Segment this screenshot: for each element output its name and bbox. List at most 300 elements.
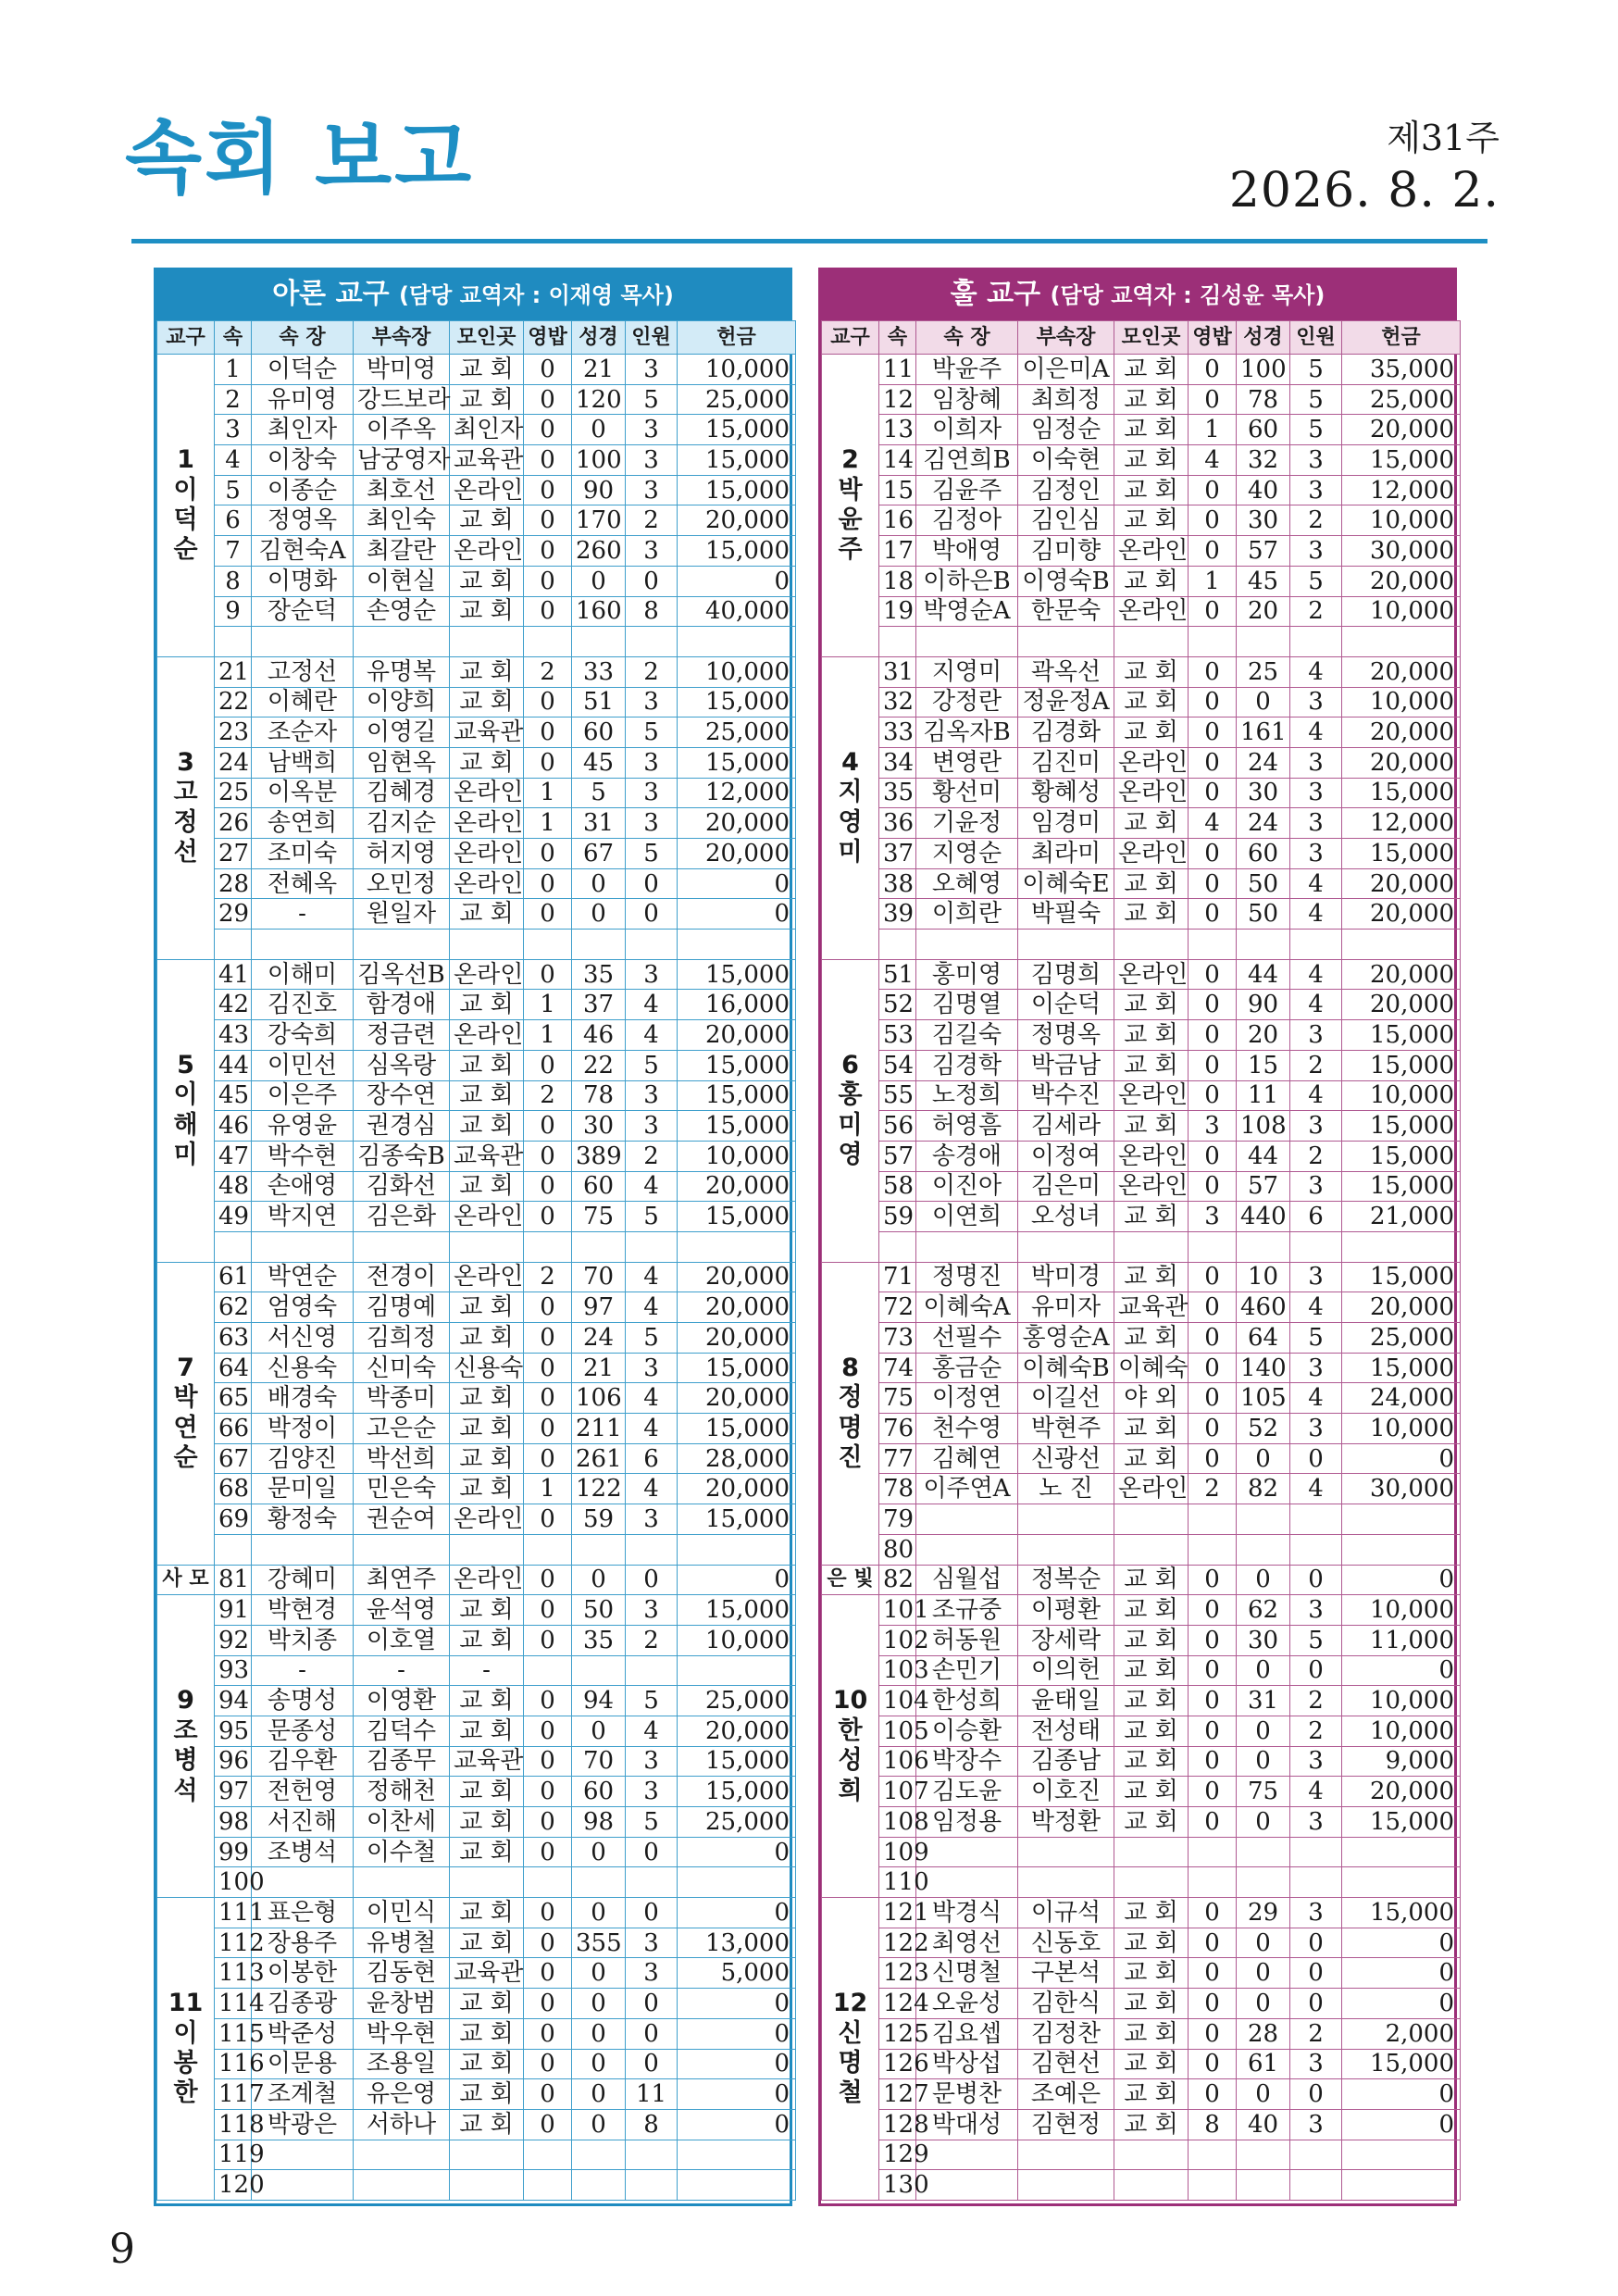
bible-count: 355 — [572, 1928, 626, 1958]
table-row — [157, 1655, 796, 1686]
spirit-meal-count — [1189, 1504, 1237, 1535]
district-group-char: 희 — [838, 1776, 863, 1805]
offering-amount: 10,000 — [1342, 1716, 1461, 1746]
meeting-place: 교 회 — [1114, 990, 1189, 1020]
offering-amount: 12,000 — [1342, 808, 1461, 839]
table-row — [822, 536, 1461, 567]
spirit-meal-count: 0 — [524, 475, 572, 505]
district-group-char: 3 — [177, 748, 194, 778]
spirit-meal-count: 0 — [1189, 1050, 1237, 1080]
spirit-meal-count: 2 — [524, 656, 572, 687]
spirit-meal-count: 0 — [524, 445, 572, 476]
bible-count: 31 — [572, 808, 626, 839]
cell-leader — [916, 1504, 1018, 1535]
district-group-char: 1 — [177, 445, 194, 475]
offering-amount: 25,000 — [678, 1807, 796, 1838]
cell-leader: 정명진 — [916, 1262, 1018, 1292]
cell-leader — [252, 1867, 354, 1898]
cell-leader: 박치종 — [252, 1625, 354, 1655]
attendance-count — [626, 2170, 678, 2201]
cell-leader: 김우환 — [252, 1746, 354, 1777]
spirit-meal-count: 1 — [524, 808, 572, 839]
table-row — [822, 1837, 1461, 1867]
cell-number: 28 — [215, 868, 252, 899]
cell-number: 124 — [879, 1989, 916, 2019]
table-header — [157, 321, 796, 355]
cell-leader: 박윤주 — [916, 355, 1018, 385]
cell-number: 77 — [879, 1443, 916, 1474]
offering-amount: 13,000 — [678, 1928, 796, 1958]
cell-number: 67 — [215, 1443, 252, 1474]
cell-number: 118 — [215, 2109, 252, 2140]
sub-leader: 김한식 — [1018, 1989, 1114, 2019]
offering-amount: 20,000 — [678, 1020, 796, 1051]
sub-leader — [354, 2170, 450, 2201]
sub-leader: 정복순 — [1018, 1565, 1114, 1595]
table-row — [157, 355, 796, 385]
district-group-label — [157, 656, 215, 959]
cell-number: 57 — [879, 1141, 916, 1171]
cell-number: 39 — [879, 899, 916, 930]
attendance-count: 3 — [1290, 1353, 1342, 1383]
meeting-place: 교 회 — [450, 899, 524, 930]
cell-leader: 박연순 — [252, 1262, 354, 1292]
cell-leader — [916, 627, 1018, 657]
cell-number: 38 — [879, 868, 916, 899]
bible-count: 0 — [1237, 1443, 1290, 1474]
offering-amount: 0 — [678, 2049, 796, 2079]
table-row — [822, 1141, 1461, 1171]
attendance-count: 3 — [1290, 1898, 1342, 1928]
cell-number: 64 — [215, 1353, 252, 1383]
spirit-meal-count: 0 — [524, 1625, 572, 1655]
attendance-count: 3 — [1290, 1262, 1342, 1292]
meeting-place: 교 회 — [450, 687, 524, 718]
table-row — [157, 1716, 796, 1746]
bible-count: 0 — [572, 1565, 626, 1595]
week-label: 제31주 — [1387, 118, 1500, 158]
table-row — [822, 1020, 1461, 1051]
sub-leader: 임정순 — [1018, 415, 1114, 445]
meeting-place: 교 회 — [450, 1443, 524, 1474]
cell-number: 25 — [215, 778, 252, 808]
cell-number: 107 — [879, 1777, 916, 1807]
bible-count: 15 — [1237, 1050, 1290, 1080]
cell-number: 26 — [215, 808, 252, 839]
cell-number: 63 — [215, 1323, 252, 1354]
sub-leader: 조용일 — [354, 2049, 450, 2079]
cell-leader: 홍금순 — [916, 1353, 1018, 1383]
table-row — [822, 959, 1461, 990]
cell-number: 101 — [879, 1595, 916, 1626]
district-group-char: 6 — [841, 1050, 859, 1079]
sub-leader: 최라미 — [1018, 839, 1114, 869]
sub-leader: 박우현 — [354, 2018, 450, 2049]
meeting-place: 교 회 — [450, 505, 524, 536]
cell-leader: 유미영 — [252, 384, 354, 415]
district-group-char: 미 — [173, 1141, 198, 1170]
meeting-place — [450, 2140, 524, 2170]
sub-leader — [1018, 1837, 1114, 1867]
cell-leader: 표은형 — [252, 1898, 354, 1928]
col-attendance: 인원 — [1290, 321, 1342, 355]
spirit-meal-count: 0 — [524, 536, 572, 567]
table-row — [822, 1202, 1461, 1232]
cell-leader: 허영흠 — [916, 1111, 1018, 1142]
cell-leader: 신용숙 — [252, 1353, 354, 1383]
offering-amount: 15,000 — [678, 415, 796, 445]
meeting-place: 교 회 — [1114, 1414, 1189, 1444]
spirit-meal-count: 1 — [524, 990, 572, 1020]
table-row — [822, 1414, 1461, 1444]
cell-number: 109 — [879, 1837, 916, 1867]
attendance-count: 0 — [1290, 1443, 1342, 1474]
col-bible: 성경 — [572, 321, 626, 355]
meeting-place: 교육관 — [450, 718, 524, 748]
meeting-place: 온라인 — [450, 1565, 524, 1595]
bible-count: 60 — [1237, 839, 1290, 869]
sub-leader: 최인숙 — [354, 505, 450, 536]
bible-count: 75 — [1237, 1777, 1290, 1807]
table-row — [822, 1262, 1461, 1292]
offering-amount: 10,000 — [678, 656, 796, 687]
cell-leader: 문미일 — [252, 1474, 354, 1504]
offering-amount: 15,000 — [678, 687, 796, 718]
attendance-count: 2 — [1290, 1141, 1342, 1171]
spirit-meal-count — [1189, 627, 1237, 657]
cell-leader: 오혜영 — [916, 868, 1018, 899]
sub-leader: 권경심 — [354, 1111, 450, 1142]
meeting-place: 교 회 — [1114, 1262, 1189, 1292]
meeting-place: 교 회 — [1114, 2109, 1189, 2140]
meeting-place: 교 회 — [1114, 445, 1189, 476]
spirit-meal-count — [524, 930, 572, 960]
table-row — [157, 868, 796, 899]
bible-count: 11 — [1237, 1080, 1290, 1111]
sub-leader: 노 진 — [1018, 1474, 1114, 1504]
cell-leader — [916, 1867, 1018, 1898]
bible-count: 90 — [572, 475, 626, 505]
sub-leader: 박미영 — [354, 355, 450, 385]
bible-count: 0 — [572, 1989, 626, 2019]
bible-count — [572, 1534, 626, 1565]
attendance-count: 3 — [1290, 1595, 1342, 1626]
sub-leader: 곽옥선 — [1018, 656, 1114, 687]
cell-number: 15 — [879, 475, 916, 505]
cell-number: 79 — [879, 1504, 916, 1535]
attendance-count: 3 — [1290, 839, 1342, 869]
cell-leader: 박현경 — [252, 1595, 354, 1626]
cell-leader — [252, 1231, 354, 1262]
offering-amount: 15,000 — [1342, 1050, 1461, 1080]
spirit-meal-count: 1 — [1189, 415, 1237, 445]
attendance-count: 4 — [626, 1383, 678, 1414]
district-group-char: 이 — [173, 1080, 198, 1110]
sub-leader: 이호열 — [354, 1625, 450, 1655]
cell-number: 58 — [879, 1171, 916, 1202]
spirit-meal-count: 0 — [1189, 990, 1237, 1020]
attendance-count: 3 — [1290, 808, 1342, 839]
district-group-label — [822, 959, 879, 1262]
bible-count: 160 — [572, 596, 626, 627]
cell-number: 130 — [879, 2170, 916, 2201]
spirit-meal-count: 0 — [524, 1414, 572, 1444]
offering-amount — [1342, 1534, 1461, 1565]
sub-leader: 김혜경 — [354, 778, 450, 808]
spirit-meal-count: 0 — [524, 1716, 572, 1746]
meeting-place: 온라인 — [450, 808, 524, 839]
sub-leader: 이찬세 — [354, 1807, 450, 1838]
cell-number: 128 — [879, 2109, 916, 2140]
table-row — [157, 384, 796, 415]
sub-leader: 이양희 — [354, 687, 450, 718]
table-row — [157, 1989, 796, 2019]
offering-amount: 30,000 — [1342, 1474, 1461, 1504]
attendance-count — [1290, 930, 1342, 960]
sub-leader: 이숙현 — [1018, 445, 1114, 476]
meeting-place: 교 회 — [1114, 415, 1189, 445]
bible-count: 0 — [1237, 1655, 1290, 1686]
district-group-char: 철 — [838, 2078, 863, 2108]
offering-amount: 0 — [1342, 1655, 1461, 1686]
attendance-count: 3 — [1290, 1111, 1342, 1142]
sub-leader: 이현실 — [354, 566, 450, 596]
attendance-count: 3 — [626, 808, 678, 839]
sub-leader: 한문숙 — [1018, 596, 1114, 627]
bible-count: 50 — [1237, 899, 1290, 930]
offering-amount: 0 — [678, 899, 796, 930]
bible-count: 40 — [1237, 2109, 1290, 2140]
attendance-count: 3 — [626, 415, 678, 445]
bible-count: 108 — [1237, 1111, 1290, 1142]
spirit-meal-count: 0 — [524, 505, 572, 536]
offering-amount: 15,000 — [678, 1111, 796, 1142]
spirit-meal-count — [524, 2170, 572, 2201]
offering-amount: 20,000 — [678, 1292, 796, 1323]
offering-amount: 10,000 — [1342, 1080, 1461, 1111]
bible-count: 30 — [572, 1111, 626, 1142]
bible-count: 211 — [572, 1414, 626, 1444]
spirit-meal-count: 0 — [1189, 1716, 1237, 1746]
offering-amount: 15,000 — [678, 1353, 796, 1383]
offering-amount: 0 — [1342, 1928, 1461, 1958]
sub-leader: 박정환 — [1018, 1807, 1114, 1838]
meeting-place: 최인자 — [450, 415, 524, 445]
attendance-count: 0 — [626, 2018, 678, 2049]
meeting-place — [450, 2170, 524, 2201]
cell-leader: 이해미 — [252, 959, 354, 990]
sub-leader: 김옥선B — [354, 959, 450, 990]
table-row — [157, 1958, 796, 1989]
meeting-place: 온라인 — [450, 1504, 524, 1535]
sub-leader: 원일자 — [354, 899, 450, 930]
sub-leader: 윤태일 — [1018, 1686, 1114, 1716]
special-group-label: 은 빛 — [822, 1565, 879, 1595]
meeting-place: 온라인 — [1114, 959, 1189, 990]
meeting-place: 교 회 — [450, 566, 524, 596]
attendance-count: 4 — [1290, 868, 1342, 899]
attendance-count: 4 — [1290, 899, 1342, 930]
cell-leader: 배경숙 — [252, 1383, 354, 1414]
cell-number: 5 — [215, 475, 252, 505]
cell-leader: 박장수 — [916, 1746, 1018, 1777]
district-group-char: 봉 — [173, 2049, 198, 2078]
meeting-place: 온라인 — [450, 778, 524, 808]
sub-leader — [354, 1231, 450, 1262]
spirit-meal-count: 0 — [1189, 899, 1237, 930]
offering-amount: 15,000 — [678, 536, 796, 567]
table-row — [822, 868, 1461, 899]
table-row — [822, 2079, 1461, 2110]
district-group-char: 홍 — [838, 1080, 863, 1110]
sub-leader: 이평환 — [1018, 1595, 1114, 1626]
spirit-meal-count: 0 — [1189, 747, 1237, 778]
special-group-label: 사 모 — [157, 1565, 215, 1595]
spirit-meal-count: 0 — [1189, 1020, 1237, 1051]
offering-amount: 20,000 — [1342, 747, 1461, 778]
table-row — [157, 475, 796, 505]
attendance-count: 4 — [626, 1171, 678, 1202]
meeting-place: 교육관 — [450, 445, 524, 476]
col-leader: 속 장 — [916, 321, 1018, 355]
district-group-char: 12 — [832, 1989, 868, 2018]
table-row — [822, 1807, 1461, 1838]
offering-amount: 0 — [1342, 1989, 1461, 2019]
offering-amount: 0 — [1342, 2079, 1461, 2110]
meeting-place: 온라인 — [450, 1202, 524, 1232]
offering-amount: 15,000 — [1342, 2049, 1461, 2079]
bible-count: 30 — [1237, 778, 1290, 808]
spirit-meal-count: 0 — [1189, 1928, 1237, 1958]
spirit-meal-count: 0 — [524, 1595, 572, 1626]
spirit-meal-count: 0 — [524, 718, 572, 748]
cell-number: 112 — [215, 1928, 252, 1958]
spirit-meal-count: 2 — [524, 1262, 572, 1292]
spirit-meal-count: 0 — [524, 1989, 572, 2019]
sub-leader: 오성녀 — [1018, 1202, 1114, 1232]
table-row — [822, 1777, 1461, 1807]
cell-leader: 선필수 — [916, 1323, 1018, 1354]
cell-number: 54 — [879, 1050, 916, 1080]
district-group-char: 윤 — [838, 505, 863, 534]
offering-amount — [678, 1655, 796, 1686]
table-row — [822, 355, 1461, 385]
meeting-place: 교 회 — [450, 747, 524, 778]
attendance-count — [626, 1867, 678, 1898]
sub-leader: 유은영 — [354, 2079, 450, 2110]
spirit-meal-count: 0 — [1189, 1958, 1237, 1989]
col-location: 모인곳 — [450, 321, 524, 355]
offering-amount: 20,000 — [678, 1383, 796, 1414]
bible-count: 57 — [1237, 1171, 1290, 1202]
sub-leader: 신광선 — [1018, 1443, 1114, 1474]
attendance-count: 3 — [1290, 1171, 1342, 1202]
sub-leader: 이민식 — [354, 1898, 450, 1928]
spirit-meal-count: 0 — [524, 1928, 572, 1958]
attendance-count: 3 — [1290, 778, 1342, 808]
col-cell: 속 — [215, 321, 252, 355]
district-group-label — [822, 355, 879, 657]
bible-count: 40 — [1237, 475, 1290, 505]
district-group-char: 선 — [173, 838, 198, 867]
bible-count: 67 — [572, 839, 626, 869]
table-row — [157, 505, 796, 536]
bible-count — [572, 1867, 626, 1898]
offering-amount: 5,000 — [678, 1958, 796, 1989]
cell-leader: 천수영 — [916, 1414, 1018, 1444]
table-row — [157, 808, 796, 839]
sub-leader: 김세라 — [1018, 1111, 1114, 1142]
attendance-count: 2 — [1290, 1716, 1342, 1746]
sub-leader: 전성태 — [1018, 1716, 1114, 1746]
table-row — [157, 747, 796, 778]
cell-number: 72 — [879, 1292, 916, 1323]
bible-count: 0 — [1237, 1958, 1290, 1989]
cell-leader: 박상섭 — [916, 2049, 1018, 2079]
spirit-meal-count: 0 — [524, 1202, 572, 1232]
cell-leader: - — [252, 1655, 354, 1686]
table-row — [822, 2170, 1461, 2201]
bible-count: 170 — [572, 505, 626, 536]
offering-amount: 15,000 — [678, 1202, 796, 1232]
offering-amount: 0 — [1342, 2109, 1461, 2140]
table-row — [157, 2170, 796, 2201]
offering-amount: 15,000 — [1342, 1020, 1461, 1051]
cell-leader: 황선미 — [916, 778, 1018, 808]
sub-leader: 황혜성 — [1018, 778, 1114, 808]
cell-number: 22 — [215, 687, 252, 718]
district-group-char: 명 — [838, 2049, 863, 2078]
cell-number: 24 — [215, 747, 252, 778]
offering-amount: 20,000 — [678, 808, 796, 839]
meeting-place: 교 회 — [1114, 1777, 1189, 1807]
cell-number: 21 — [215, 656, 252, 687]
spirit-meal-count: 0 — [524, 415, 572, 445]
spirit-meal-count — [524, 2140, 572, 2170]
table-row — [822, 566, 1461, 596]
sub-leader: 박미경 — [1018, 1262, 1114, 1292]
attendance-count: 6 — [626, 1443, 678, 1474]
cell-leader: - — [252, 899, 354, 930]
cell-leader: 고정선 — [252, 656, 354, 687]
spirit-meal-count: 0 — [1189, 1565, 1237, 1595]
bible-count: 0 — [1237, 1989, 1290, 2019]
spirit-meal-count: 0 — [1189, 1323, 1237, 1354]
cell-leader: 송명성 — [252, 1686, 354, 1716]
district-group-label — [157, 1898, 215, 2201]
sub-leader: 김정인 — [1018, 475, 1114, 505]
cell-leader: 이혜란 — [252, 687, 354, 718]
district-group-char: 이 — [173, 475, 198, 505]
cell-leader: 강혜미 — [252, 1565, 354, 1595]
meeting-place: 교 회 — [1114, 505, 1189, 536]
offering-amount: 20,000 — [678, 839, 796, 869]
attendance-count: 0 — [626, 1837, 678, 1867]
bible-count: 0 — [572, 868, 626, 899]
cell-number: 71 — [879, 1262, 916, 1292]
bible-count: 35 — [572, 959, 626, 990]
sub-leader: 김덕수 — [354, 1716, 450, 1746]
cell-leader: 이은주 — [252, 1080, 354, 1111]
bible-count — [572, 1231, 626, 1262]
spirit-meal-count: 0 — [1189, 1141, 1237, 1171]
offering-amount: 15,000 — [1342, 839, 1461, 869]
spirit-meal-count: 0 — [524, 1443, 572, 1474]
table-row — [822, 1898, 1461, 1928]
spirit-meal-count — [1189, 1867, 1237, 1898]
attendance-count: 6 — [1290, 1202, 1342, 1232]
sub-leader: 박금남 — [1018, 1050, 1114, 1080]
